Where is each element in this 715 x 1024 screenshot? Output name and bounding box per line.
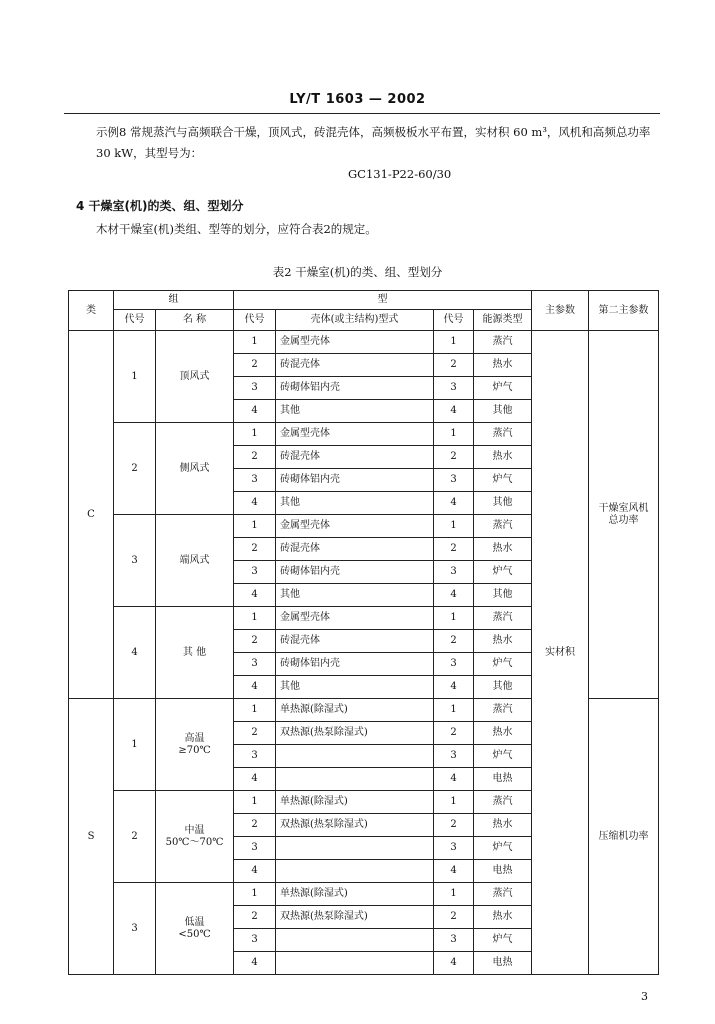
table-header [69, 291, 659, 331]
energy-type-cell: 炉气 [474, 653, 532, 676]
class-code-cell: C [69, 331, 114, 699]
shell-type-cell: 金属型壳体 [276, 423, 434, 446]
header-class: 类 [69, 291, 114, 331]
group-name: 其 他 [182, 646, 207, 658]
group-code-cell: 2 [114, 423, 156, 515]
energy-type-cell: 热水 [474, 722, 532, 745]
group-code-cell: 3 [114, 515, 156, 607]
energy-type-cell: 其他 [474, 584, 532, 607]
header-second-param: 第二主参数 [589, 291, 659, 331]
energy-code-cell: 2 [434, 446, 474, 469]
shell-type-cell: 其他 [276, 400, 434, 423]
type-code-cell: 2 [234, 906, 276, 929]
shell-type-cell: 砖混壳体 [276, 354, 434, 377]
group-name-cell [156, 607, 234, 699]
group-name-cell [156, 883, 234, 975]
type-code-cell: 3 [234, 469, 276, 492]
energy-type-cell: 炉气 [474, 929, 532, 952]
group-name: 侧风式 [179, 462, 210, 474]
energy-code-cell: 4 [434, 400, 474, 423]
group-name: 低温 [184, 916, 205, 928]
second-param-cell [589, 331, 659, 699]
energy-code-cell: 2 [434, 722, 474, 745]
energy-type-cell: 蒸汽 [474, 331, 532, 354]
energy-code-cell: 4 [434, 492, 474, 515]
shell-type-cell: 其他 [276, 492, 434, 515]
type-code-cell: 3 [234, 377, 276, 400]
energy-type-cell: 热水 [474, 906, 532, 929]
header-group-code: 代号 [114, 310, 156, 331]
group-name: 顶风式 [179, 370, 210, 382]
energy-type-cell: 蒸汽 [474, 791, 532, 814]
shell-type-cell [276, 929, 434, 952]
energy-code-cell: 4 [434, 860, 474, 883]
example-8-text [96, 122, 662, 164]
shell-type-cell: 双热源(热泵除湿式) [276, 814, 434, 837]
energy-code-cell: 3 [434, 469, 474, 492]
energy-type-cell: 蒸汽 [474, 423, 532, 446]
energy-code-cell: 1 [434, 699, 474, 722]
type-code-cell: 1 [234, 607, 276, 630]
type-code-cell: 4 [234, 860, 276, 883]
second-param-text: 干燥室风机总功率 [598, 502, 649, 526]
section-4-body: 木材干燥室(机)类组、型等的划分，应符合表2的规定。 [96, 222, 377, 236]
standard-header: LY/T 1603 — 2002 [289, 92, 426, 107]
energy-type-cell: 电热 [474, 860, 532, 883]
type-code-cell: 4 [234, 584, 276, 607]
header-rule [64, 113, 660, 114]
shell-type-cell: 砖砌体铝内壳 [276, 469, 434, 492]
example-8-body: 示例8 常规蒸汽与高频联合干燥，顶风式，砖混壳体，高频极板水平布置，实材积 60 m³，风机和高频总功率 30 kW，其型号为： [96, 125, 651, 160]
energy-code-cell: 4 [434, 676, 474, 699]
energy-code-cell: 4 [434, 768, 474, 791]
energy-type-cell: 热水 [474, 630, 532, 653]
energy-code-cell: 3 [434, 653, 474, 676]
group-code-cell: 4 [114, 607, 156, 699]
type-code-cell: 1 [234, 423, 276, 446]
energy-type-cell: 炉气 [474, 745, 532, 768]
energy-code-cell: 2 [434, 354, 474, 377]
energy-code-cell: 4 [434, 952, 474, 975]
main-param-cell: 实材积 [532, 331, 589, 975]
type-code-cell: 1 [234, 791, 276, 814]
type-code-cell: 4 [234, 768, 276, 791]
energy-type-cell: 热水 [474, 538, 532, 561]
energy-code-cell: 2 [434, 906, 474, 929]
energy-type-cell: 其他 [474, 400, 532, 423]
shell-type-cell: 单热源(除湿式) [276, 791, 434, 814]
shell-type-cell: 单热源(除湿式) [276, 883, 434, 906]
energy-type-cell: 其他 [474, 676, 532, 699]
shell-type-cell: 金属型壳体 [276, 607, 434, 630]
group-code-cell: 2 [114, 791, 156, 883]
class-code-cell: S [69, 699, 114, 975]
type-code-cell: 1 [234, 515, 276, 538]
energy-type-cell: 蒸汽 [474, 883, 532, 906]
energy-code-cell: 3 [434, 377, 474, 400]
page-number: 3 [641, 990, 648, 1003]
type-code-cell: 3 [234, 837, 276, 860]
type-code-cell: 2 [234, 630, 276, 653]
energy-code-cell: 3 [434, 745, 474, 768]
header-shell: 壳体(或主结构)型式 [276, 310, 434, 331]
energy-type-cell: 热水 [474, 814, 532, 837]
energy-code-cell: 1 [434, 607, 474, 630]
shell-type-cell [276, 768, 434, 791]
energy-type-cell: 炉气 [474, 469, 532, 492]
shell-type-cell: 金属型壳体 [276, 515, 434, 538]
energy-type-cell: 其他 [474, 492, 532, 515]
shell-type-cell: 砖砌体铝内壳 [276, 653, 434, 676]
group-name: 中温 [184, 824, 205, 836]
energy-type-cell: 热水 [474, 354, 532, 377]
classification-table [68, 290, 659, 975]
type-code-cell: 1 [234, 883, 276, 906]
type-code-cell: 4 [234, 952, 276, 975]
table-row [69, 331, 659, 354]
shell-type-cell: 单热源(除湿式) [276, 699, 434, 722]
shell-type-cell: 金属型壳体 [276, 331, 434, 354]
energy-code-cell: 2 [434, 538, 474, 561]
group-name-cell [156, 699, 234, 791]
table-caption: 表2 干燥室(机)的类、组、型划分 [272, 265, 443, 279]
shell-type-cell [276, 952, 434, 975]
group-name-cell [156, 423, 234, 515]
header-energy: 能源类型 [474, 310, 532, 331]
shell-type-cell: 双热源(热泵除湿式) [276, 906, 434, 929]
energy-type-cell: 热水 [474, 446, 532, 469]
header-group-name: 名 称 [156, 310, 234, 331]
group-temp-range: ≥70℃ [178, 744, 211, 756]
energy-code-cell: 2 [434, 814, 474, 837]
shell-type-cell: 砖混壳体 [276, 538, 434, 561]
energy-type-cell: 炉气 [474, 837, 532, 860]
energy-code-cell: 1 [434, 331, 474, 354]
group-name-cell [156, 331, 234, 423]
energy-code-cell: 3 [434, 837, 474, 860]
energy-type-cell: 蒸汽 [474, 699, 532, 722]
header-type-code: 代号 [234, 310, 276, 331]
type-code-cell: 2 [234, 538, 276, 561]
group-temp-range: 50℃～70℃ [165, 836, 224, 848]
energy-code-cell: 4 [434, 584, 474, 607]
shell-type-cell: 砖砌体铝内壳 [276, 377, 434, 400]
shell-type-cell: 砖混壳体 [276, 446, 434, 469]
type-code-cell: 3 [234, 653, 276, 676]
shell-type-cell [276, 745, 434, 768]
type-code-cell: 2 [234, 722, 276, 745]
header-type: 型 [234, 291, 532, 310]
type-code-cell: 2 [234, 446, 276, 469]
type-code-cell: 3 [234, 561, 276, 584]
energy-code-cell: 1 [434, 791, 474, 814]
shell-type-cell [276, 837, 434, 860]
energy-type-cell: 蒸汽 [474, 607, 532, 630]
group-temp-range: <50℃ [178, 928, 211, 940]
header-group: 组 [114, 291, 234, 310]
type-code-cell: 2 [234, 354, 276, 377]
energy-type-cell: 蒸汽 [474, 515, 532, 538]
energy-type-cell: 电热 [474, 952, 532, 975]
shell-type-cell: 砖砌体铝内壳 [276, 561, 434, 584]
group-name-cell [156, 791, 234, 883]
energy-type-cell: 炉气 [474, 561, 532, 584]
group-code-cell: 3 [114, 883, 156, 975]
energy-code-cell: 1 [434, 515, 474, 538]
type-code-cell: 4 [234, 400, 276, 423]
group-code-cell: 1 [114, 331, 156, 423]
energy-code-cell: 1 [434, 423, 474, 446]
energy-type-cell: 炉气 [474, 377, 532, 400]
table-body [69, 331, 659, 975]
model-code: GC131-P22-60/30 [348, 167, 452, 181]
group-name: 端风式 [179, 554, 210, 566]
shell-type-cell: 其他 [276, 676, 434, 699]
shell-type-cell [276, 860, 434, 883]
second-param-cell [589, 699, 659, 975]
group-code-cell: 1 [114, 699, 156, 791]
energy-code-cell: 3 [434, 561, 474, 584]
shell-type-cell: 其他 [276, 584, 434, 607]
energy-type-cell: 电热 [474, 768, 532, 791]
energy-code-cell: 2 [434, 630, 474, 653]
group-name-cell [156, 515, 234, 607]
type-code-cell: 3 [234, 745, 276, 768]
group-name: 高温 [184, 732, 205, 744]
type-code-cell: 1 [234, 699, 276, 722]
type-code-cell: 1 [234, 331, 276, 354]
header-energy-code: 代号 [434, 310, 474, 331]
type-code-cell: 4 [234, 492, 276, 515]
type-code-cell: 2 [234, 814, 276, 837]
type-code-cell: 4 [234, 676, 276, 699]
second-param-text: 压缩机功率 [598, 830, 649, 842]
header-main-param: 主参数 [532, 291, 589, 331]
section-4-heading: 4 干燥室(机)的类、组、型划分 [76, 199, 244, 213]
shell-type-cell: 双热源(热泵除湿式) [276, 722, 434, 745]
shell-type-cell: 砖混壳体 [276, 630, 434, 653]
energy-code-cell: 1 [434, 883, 474, 906]
type-code-cell: 3 [234, 929, 276, 952]
energy-code-cell: 3 [434, 929, 474, 952]
